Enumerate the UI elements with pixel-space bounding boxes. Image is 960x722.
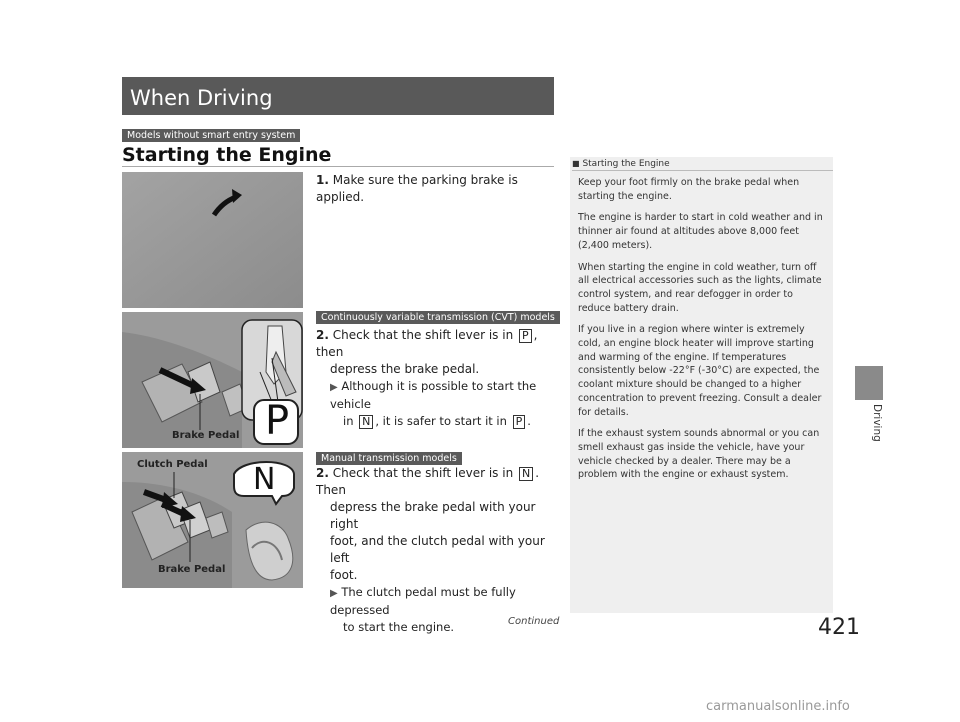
sidebar-text: [578, 176, 828, 490]
heading-rule: [122, 166, 554, 167]
page-number: 421: [818, 615, 860, 640]
footer-watermark: carmanualsonline.info: [706, 699, 850, 714]
bullet-arrow-icon: ▶: [330, 382, 338, 393]
continued-label: Continued: [508, 616, 560, 627]
step-2-cvt-text-a: Check that the shift lever is in: [332, 328, 514, 342]
model-tag-manual: Manual transmission models: [316, 452, 462, 465]
step-2-cvt-line2: depress the brake pedal.: [330, 362, 480, 376]
step-2-manual-number: 2.: [316, 466, 329, 480]
model-tag-cvt: Continuously variable transmission (CVT) models: [316, 311, 560, 324]
step-2-manual-sub-a: The clutch pedal must be fully depressed: [330, 585, 516, 617]
manual-pedal-image: [122, 452, 303, 588]
chapter-tab: [855, 366, 883, 400]
sidebar-heading: [572, 158, 670, 170]
step-2-manual-subnote: [316, 584, 556, 636]
note-marker-icon: ■: [572, 159, 580, 168]
step-2-cvt-text-b: , then: [316, 328, 538, 359]
gear-key-n: N: [359, 415, 373, 429]
sidebar-paragraph-5: If the exhaust system sounds abnormal or you can smell exhaust gas inside the vehicle, have your vehicle checked by a dealer. There may be a problem with the engine or exhaust system.: [578, 428, 820, 481]
gear-n-label: N: [253, 462, 276, 497]
step-2-manual-line4: foot.: [330, 568, 358, 582]
clutch-pedal-callout: Clutch Pedal: [137, 459, 208, 470]
page-heading: Starting the Engine: [122, 144, 332, 166]
step-2-cvt-sub-b-b: , it is safer to start it in: [375, 414, 507, 428]
step-1-text: Make sure the parking brake is applied.: [316, 173, 518, 204]
gear-key-p-2: P: [513, 415, 526, 429]
step-1: [316, 172, 556, 206]
step-2-cvt-subnote: [316, 378, 556, 430]
sidebar-paragraph-4: If you live in a region where winter is extremely cold, an engine block heater will improve starting and warming of the engine. If temperatures consistently below -22°F (-30°C) are expected, the coolant mixture should be changed to a higher concentration to prevent freezing. Consult a dealer for details.: [578, 324, 822, 418]
step-2-manual-sub-b: to start the engine.: [343, 620, 455, 634]
step-2-cvt-sub-b-a: in: [343, 414, 354, 428]
sidebar-rule: [572, 170, 833, 171]
gear-key-p: P: [519, 329, 532, 343]
step-2-manual-text-b: . Then: [316, 466, 540, 497]
gear-p-label: P: [265, 398, 290, 444]
sidebar-paragraph-3: When starting the engine in cold weather, turn off all electrical accessories such as the lights, climate control system, and rear defogger in order to reduce battery drain.: [578, 261, 822, 314]
section-title: When Driving: [130, 86, 273, 110]
model-tag-smart-entry: Models without smart entry system: [122, 129, 300, 142]
step-2-cvt-number: 2.: [316, 328, 329, 342]
parking-brake-image: [122, 172, 303, 308]
sidebar-paragraph-2: The engine is harder to start in cold weather and in thinner air found at altitudes above 8,000 feet (2,400 meters).: [578, 212, 823, 251]
bullet-arrow-icon: ▶: [330, 588, 338, 599]
step-2-cvt: [316, 327, 556, 430]
gear-key-n-manual: N: [519, 467, 533, 481]
cvt-pedal-image: [122, 312, 303, 448]
chapter-tab-label: Driving: [871, 404, 883, 442]
step-2-cvt-sub-a: Although it is possible to start the vehicle: [330, 379, 537, 411]
step-1-number: 1.: [316, 173, 329, 187]
step-2-manual-line3: foot, and the clutch pedal with your left: [330, 534, 545, 565]
sidebar-paragraph-1: Keep your foot firmly on the brake pedal when starting the engine.: [578, 177, 800, 202]
brake-pedal-callout-2: Brake Pedal: [158, 564, 226, 575]
brake-pedal-callout-1: Brake Pedal: [172, 430, 240, 441]
step-2-manual-line2: depress the brake pedal with your right: [330, 500, 536, 531]
step-2-manual-text-a: Check that the shift lever is in: [332, 466, 514, 480]
sidebar-heading-text: Starting the Engine: [582, 159, 670, 169]
step-2-manual: [316, 465, 556, 636]
step-2-cvt-sub-b-c: .: [527, 414, 531, 428]
